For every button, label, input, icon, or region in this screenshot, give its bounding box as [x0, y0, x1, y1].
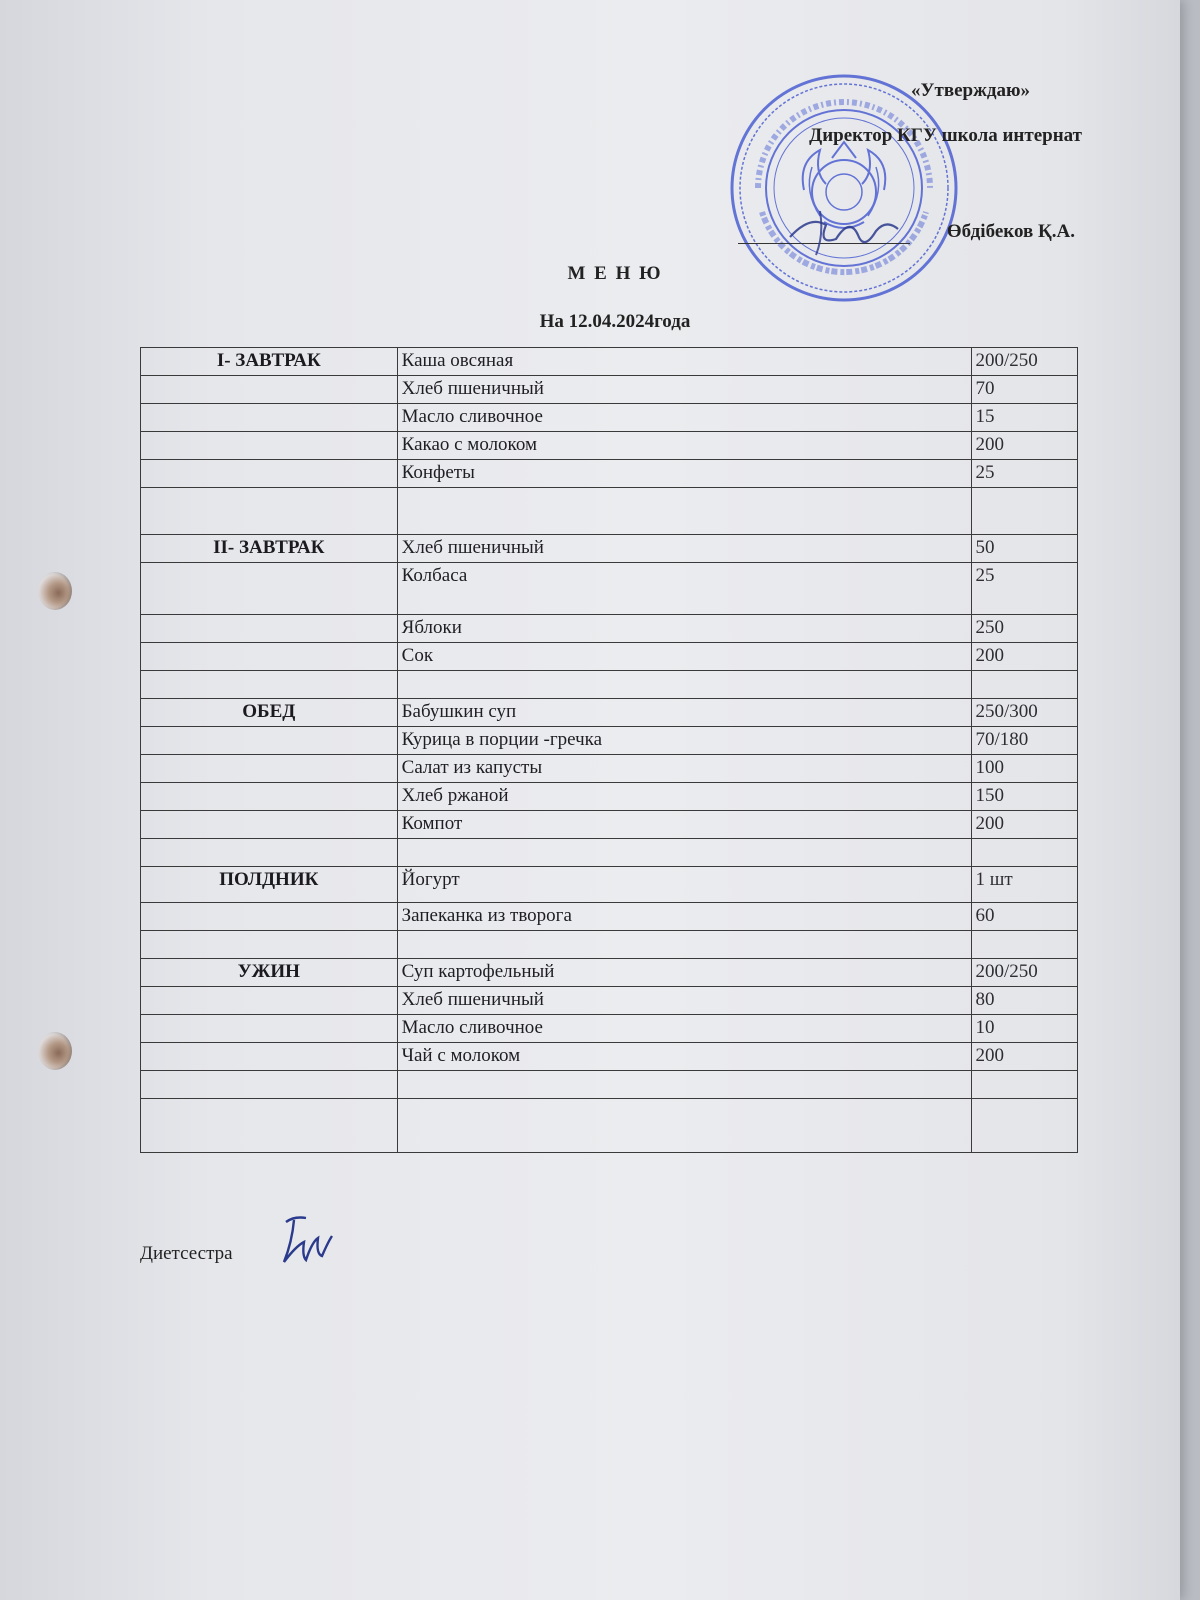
- dish-cell: Конфеты: [397, 460, 971, 488]
- meal-cell: ПОЛДНИК: [141, 867, 398, 903]
- table-row: [141, 1015, 1078, 1043]
- meal-cell: [141, 755, 398, 783]
- meal-cell: [141, 432, 398, 460]
- meal-cell: [141, 460, 398, 488]
- dish-cell: Запеканка из творога: [397, 903, 971, 931]
- dish-cell: Хлеб пшеничный: [397, 376, 971, 404]
- table-row: [141, 1071, 1078, 1099]
- table-row: [141, 1043, 1078, 1071]
- meal-cell: II- ЗАВТРАК: [141, 535, 398, 563]
- quantity-cell: 100: [971, 755, 1077, 783]
- meal-cell: [141, 615, 398, 643]
- quantity-cell: 200: [971, 1043, 1077, 1071]
- meal-cell: [141, 376, 398, 404]
- punch-hole-bottom: [38, 1032, 72, 1070]
- quantity-cell: [971, 1071, 1077, 1099]
- meal-cell: [141, 1043, 398, 1071]
- dietitian-signature: [272, 1212, 342, 1274]
- quantity-cell: 70: [971, 376, 1077, 404]
- dish-cell: Масло сливочное: [397, 404, 971, 432]
- quantity-cell: 15: [971, 404, 1077, 432]
- meal-cell: [141, 931, 398, 959]
- dish-cell: Какао с молоком: [397, 432, 971, 460]
- table-row: [141, 755, 1078, 783]
- table-row: [141, 432, 1078, 460]
- menu-table: [140, 347, 1078, 1153]
- quantity-cell: 80: [971, 987, 1077, 1015]
- dish-cell: [397, 931, 971, 959]
- dish-cell: [397, 671, 971, 699]
- table-row: [141, 699, 1078, 727]
- table-row: [141, 903, 1078, 931]
- dish-cell: Чай с молоком: [397, 1043, 971, 1071]
- meal-cell: [141, 671, 398, 699]
- table-row: [141, 460, 1078, 488]
- dish-cell: Колбаса: [397, 563, 971, 615]
- quantity-cell: 60: [971, 903, 1077, 931]
- table-row: [141, 1099, 1078, 1153]
- dish-cell: Суп картофельный: [397, 959, 971, 987]
- table-row: [141, 643, 1078, 671]
- approval-title: «Утверждаю»: [911, 80, 1030, 101]
- table-row: [141, 987, 1078, 1015]
- meal-cell: [141, 783, 398, 811]
- dish-cell: Бабушкин суп: [397, 699, 971, 727]
- meal-cell: [141, 1099, 398, 1153]
- table-row: [141, 376, 1078, 404]
- table-row: [141, 615, 1078, 643]
- quantity-cell: 250/300: [971, 699, 1077, 727]
- quantity-cell: [971, 839, 1077, 867]
- menu-date: На 12.04.2024года: [539, 311, 691, 332]
- quantity-cell: 70/180: [971, 727, 1077, 755]
- dish-cell: Йогурт: [397, 867, 971, 903]
- dish-cell: Салат из капусты: [397, 755, 971, 783]
- dish-cell: Хлеб ржаной: [397, 783, 971, 811]
- table-row: [141, 811, 1078, 839]
- meal-cell: ОБЕД: [141, 699, 398, 727]
- dish-cell: Курица в порции -гречка: [397, 727, 971, 755]
- quantity-cell: 200/250: [971, 348, 1077, 376]
- meal-cell: [141, 903, 398, 931]
- table-row: [141, 671, 1078, 699]
- quantity-cell: 250: [971, 615, 1077, 643]
- quantity-cell: [971, 1099, 1077, 1153]
- approval-position: Директор КГУ школа интернат: [809, 125, 1082, 146]
- table-row: [141, 931, 1078, 959]
- meal-cell: УЖИН: [141, 959, 398, 987]
- menu-title: М Е Н Ю: [567, 263, 663, 284]
- dish-cell: Яблоки: [397, 615, 971, 643]
- quantity-cell: [971, 488, 1077, 535]
- dish-cell: Каша овсяная: [397, 348, 971, 376]
- table-row: [141, 563, 1078, 615]
- quantity-cell: 200: [971, 811, 1077, 839]
- dish-cell: Сок: [397, 643, 971, 671]
- table-row: [141, 348, 1078, 376]
- table-row: [141, 488, 1078, 535]
- table-row: [141, 867, 1078, 903]
- quantity-cell: 200: [971, 643, 1077, 671]
- dish-cell: [397, 1099, 971, 1153]
- table-row: [141, 535, 1078, 563]
- table-row: [141, 959, 1078, 987]
- meal-cell: [141, 404, 398, 432]
- meal-cell: [141, 987, 398, 1015]
- table-row: [141, 839, 1078, 867]
- quantity-cell: 200/250: [971, 959, 1077, 987]
- meal-cell: [141, 727, 398, 755]
- quantity-cell: 50: [971, 535, 1077, 563]
- table-row: [141, 404, 1078, 432]
- dish-cell: Хлеб пшеничный: [397, 987, 971, 1015]
- quantity-cell: 10: [971, 1015, 1077, 1043]
- dish-cell: Компот: [397, 811, 971, 839]
- director-signature: [780, 195, 910, 265]
- table-row: [141, 727, 1078, 755]
- punch-hole-top: [38, 572, 72, 610]
- meal-cell: I- ЗАВТРАК: [141, 348, 398, 376]
- quantity-cell: 150: [971, 783, 1077, 811]
- quantity-cell: 1 шт: [971, 867, 1077, 903]
- quantity-cell: [971, 671, 1077, 699]
- quantity-cell: [971, 931, 1077, 959]
- meal-cell: [141, 839, 398, 867]
- table-row: [141, 783, 1078, 811]
- meal-cell: [141, 1071, 398, 1099]
- meal-cell: [141, 563, 398, 615]
- quantity-cell: 25: [971, 563, 1077, 615]
- quantity-cell: 200: [971, 432, 1077, 460]
- meal-cell: [141, 1015, 398, 1043]
- meal-cell: [141, 811, 398, 839]
- meal-cell: [141, 488, 398, 535]
- quantity-cell: 25: [971, 460, 1077, 488]
- approval-name: Өбдібеков Қ.А.: [946, 221, 1075, 242]
- meal-cell: [141, 643, 398, 671]
- dietitian-label: Диетсестра: [140, 1243, 233, 1264]
- dish-cell: [397, 1071, 971, 1099]
- dish-cell: Масло сливочное: [397, 1015, 971, 1043]
- dish-cell: Хлеб пшеничный: [397, 535, 971, 563]
- dish-cell: [397, 839, 971, 867]
- dish-cell: [397, 488, 971, 535]
